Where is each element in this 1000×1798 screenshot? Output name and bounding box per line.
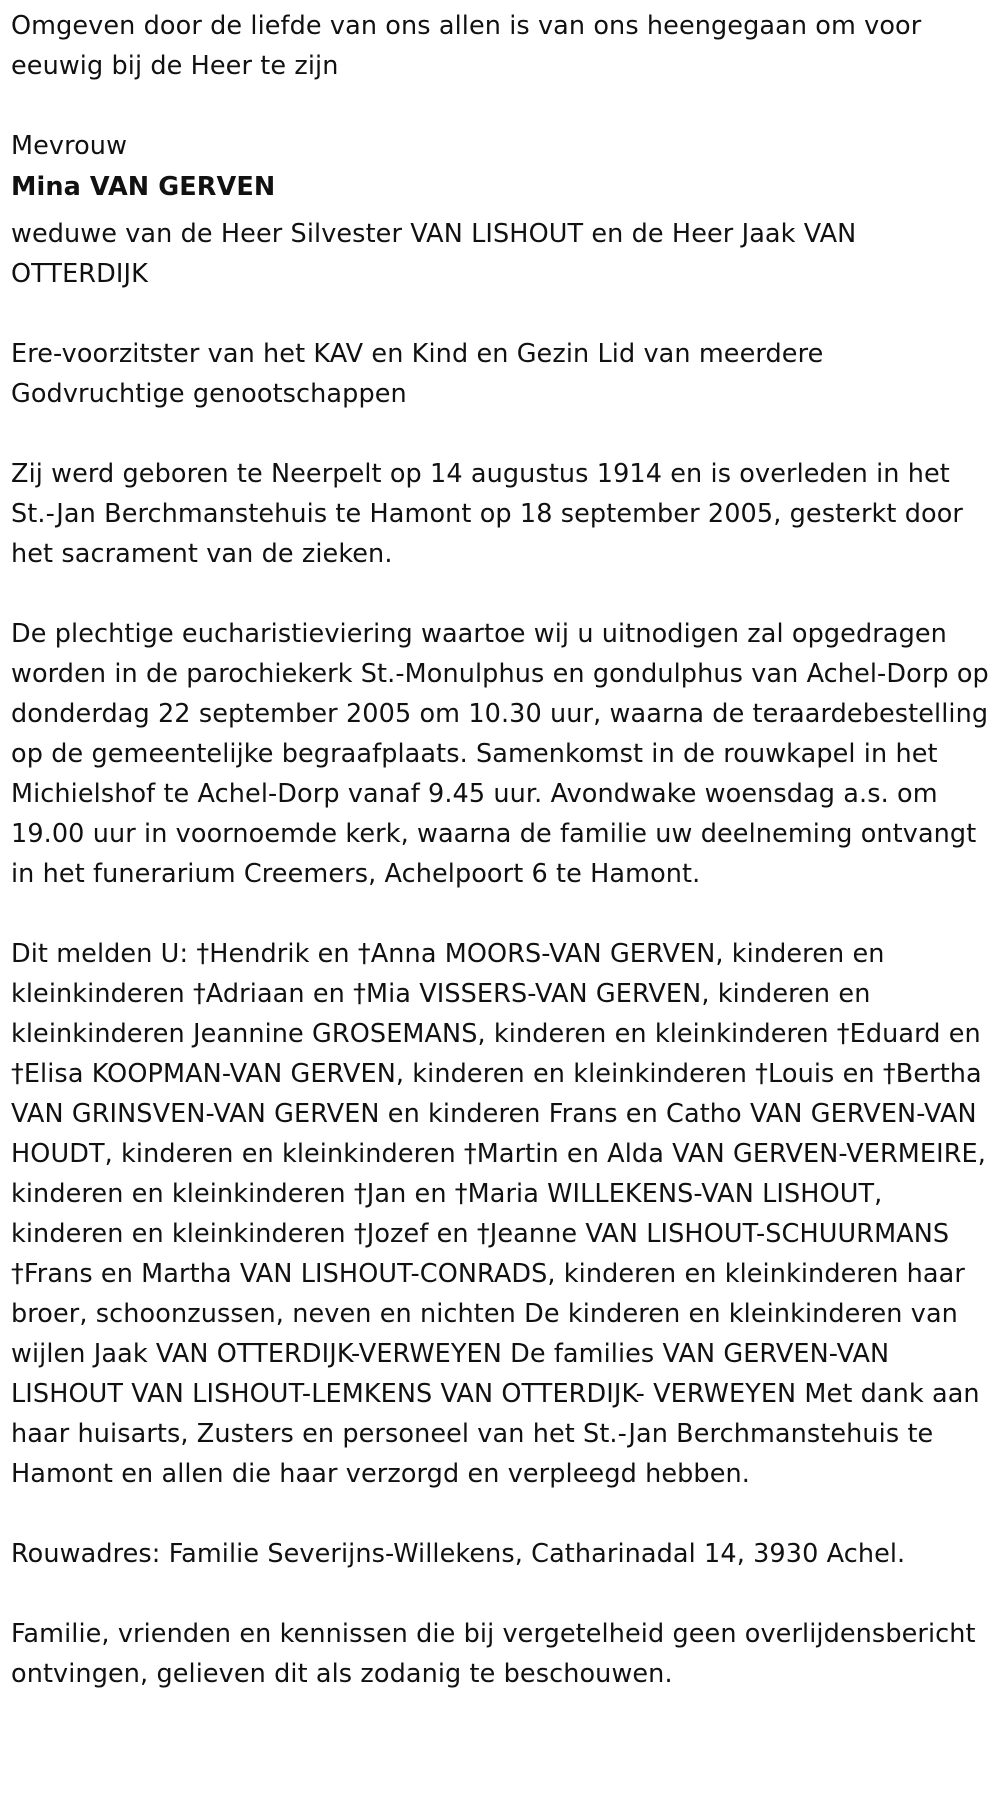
address-text: Rouwadres: Familie Severijns-Willekens, Catharinadal 14, 3930 Achel. [11,1539,906,1569]
intro-text: Omgeven door de liefde van ons allen is van ons heengegaan om voor eeuwig bij de Heer te zijn [11,11,922,81]
roles-text: Ere-voorzitster van het KAV en Kind en Gezin Lid van meerdere Godvruchtige genootschappen [11,339,824,409]
widow-text: weduwe van de Heer Silvester VAN LISHOUT en de Heer Jaak VAN OTTERDIJK [11,219,857,289]
closing-text: Familie, vrienden en kennissen die bij vergetelheid geen overlijdensbericht ontvingen, gelieven dit als zodanig te beschouwen. [11,1619,976,1689]
honorific: Mevrouw [11,131,128,161]
ceremony-text: De plechtige eucharistieviering waartoe wij u uitnodigen zal opgedragen worden in de parochiekerk St.-Monulphus en gondulphus van Achel-Dorp op donderdag 22 september 2005 om 10.30 uur, waarna de teraardebestelling op de gemeentelijke begraafplaats. Samenkomst in de rouwkapel in het Michielshof te Achel-Dorp vanaf 9.45 uur. Avondwake woensdag a.s. om 19.00 uur in voornoemde kerk, waarna de familie uw deelneming ontvangt in het funerarium Creemers, Achelpoort 6 te Hamont. [11,619,989,889]
birth-death-text: Zij werd geboren te Neerpelt op 14 augustus 1914 en is overleden in het St.-Jan Berchmanstehuis te Hamont op 18 september 2005, gesterkt door het sacrament van de zieken. [11,459,963,569]
family-text: Dit melden U: †Hendrik en †Anna MOORS-VAN GERVEN, kinderen en kleinkinderen †Adriaan en †Mia VISSERS-VAN GERVEN, kinderen en kleinkinderen Jeannine GROSEMANS, kinderen en kleinkinderen †Eduard en †Elisa KOOPMAN-VAN GERVEN, kinderen en kleinkinderen †Louis en †Bertha VAN GRINSVEN-VAN GERVEN en kinderen Frans en Catho VAN GERVEN-VAN HOUDT, kinderen en kleinkinderen †Martin en Alda VAN GERVEN-VERMEIRE, kinderen en kleinkinderen †Jan en †Maria WILLEKENS-VAN LISHOUT, kinderen en kleinkinderen †Jozef en †Jeanne VAN LISHOUT-SCHUURMANS †Frans en Martha VAN LISHOUT-CONRADS, kinderen en kleinkinderen haar broer, schoonzussen, neven en nichten De kinderen en kleinkinderen van wijlen Jaak VAN OTTERDIJK-VERWEYEN De families VAN GERVEN-VAN LISHOUT VAN LISHOUT-LEMKENS VAN OTTERDIJK- VERWEYEN Met dank aan haar huisarts, Zusters en personeel van het St.-Jan Berchmanstehuis te Hamont en allen die haar verzorgd en verpleegd hebben. [11,939,986,1489]
deceased-name: Mina VAN GERVEN [11,172,276,202]
